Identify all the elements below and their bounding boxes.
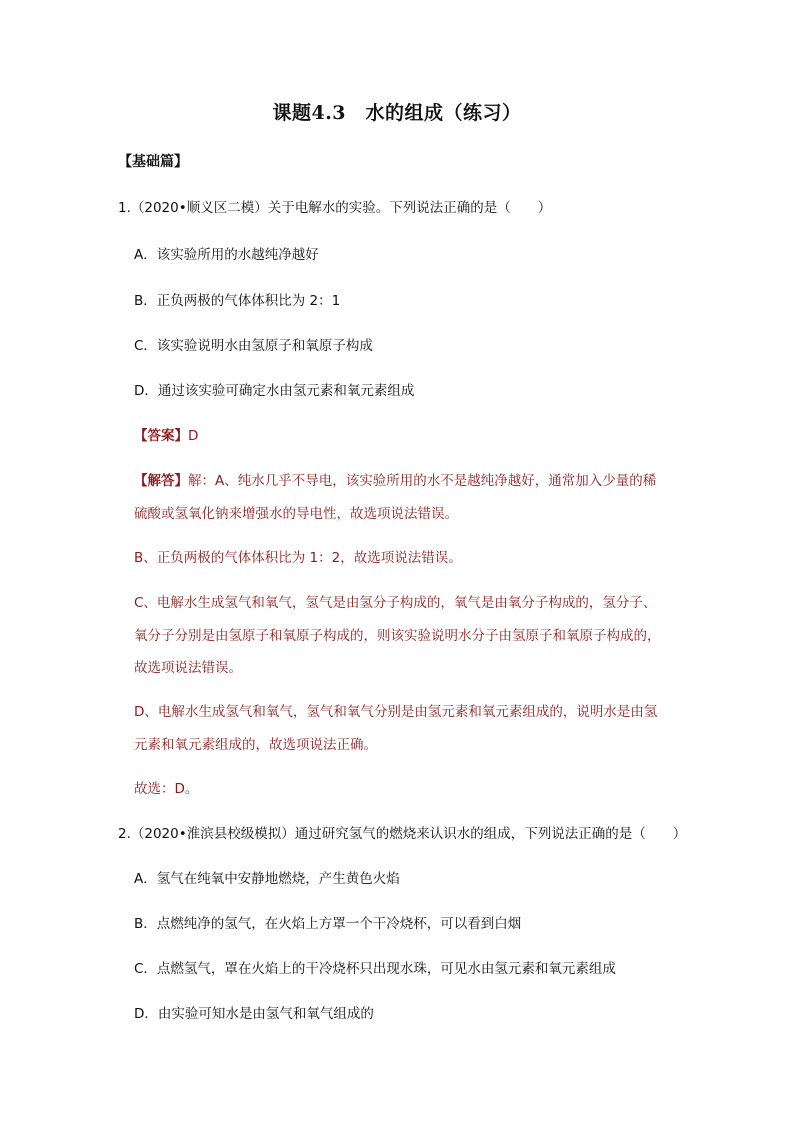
question-1-explanation-line: 硫酸或氢氧化钠来增强水的导电性，故选项说法错误。 — [134, 506, 458, 522]
question-1-stem: 1.（2020•顺义区二模）关于电解水的实验。下列说法正确的是（ ） — [118, 200, 552, 216]
question-1-option-c: C．该实验说明水由氢原子和氧原子构成 — [134, 338, 373, 354]
question-1-conclusion: 故选：D。 — [134, 781, 199, 797]
question-1-explanation-line — [134, 472, 656, 490]
answer-label: 【答案】 — [134, 428, 188, 444]
question-1-option-b: B．正负两极的气体体积比为 2：1 — [134, 293, 341, 309]
question-1-explanation-line: 元素和氧元素组成的，故选项说法正确。 — [134, 737, 377, 753]
explanation-text: 解：A、纯水几乎不导电，该实验所用的水不是越纯净越好，通常加入少量的稀 — [188, 473, 657, 489]
explanation-label: 【解答】 — [134, 473, 188, 489]
page-title: 课题4.3 水的组成（练习） — [272, 102, 522, 124]
question-1-option-d: D．通过该实验可确定水由氢元素和氧元素组成 — [134, 383, 415, 399]
answer-value: D — [188, 428, 199, 444]
question-1-explanation-line: 氧分子分别是由氢原子和氧原子构成的，则该实验说明水分子由氢原子和氧原子构成的， — [134, 628, 661, 644]
question-1-answer — [134, 427, 198, 445]
question-1-explanation-line: B、正负两极的气体体积比为 1：2，故选项说法错误。 — [134, 550, 462, 566]
question-2-option-a: A．氢气在纯氧中安静地燃烧，产生黄色火焰 — [134, 871, 400, 887]
question-2-option-c: C．点燃氢气，罩在火焰上的干冷烧杯只出现水珠，可见水由氢元素和氧元素组成 — [134, 961, 616, 977]
question-1-explanation-line: 故选项说法错误。 — [134, 660, 242, 676]
question-2-stem: 2.（2020•淮滨县校级模拟）通过研究氢气的燃烧来认识水的组成，下列说法正确的是（ ） — [118, 826, 687, 842]
question-1-explanation-line: C、电解水生成氢气和氧气，氢气是由氢分子构成的，氧气是由氧分子构成的，氢分子、 — [134, 595, 657, 611]
question-1-explanation-line: D、电解水生成氢气和氧气，氢气和氧气分别是由氢元素和氧元素组成的，说明水是由氢 — [134, 704, 658, 720]
question-1-option-a: A．该实验所用的水越纯净越好 — [134, 247, 319, 263]
section-label: 【基础篇】 — [118, 154, 188, 170]
question-2-option-d: D．由实验可知水是由氢气和氧气组成的 — [134, 1006, 374, 1022]
question-2-option-b: B．点燃纯净的氢气，在火焰上方罩一个干冷烧杯，可以看到白烟 — [134, 916, 522, 932]
